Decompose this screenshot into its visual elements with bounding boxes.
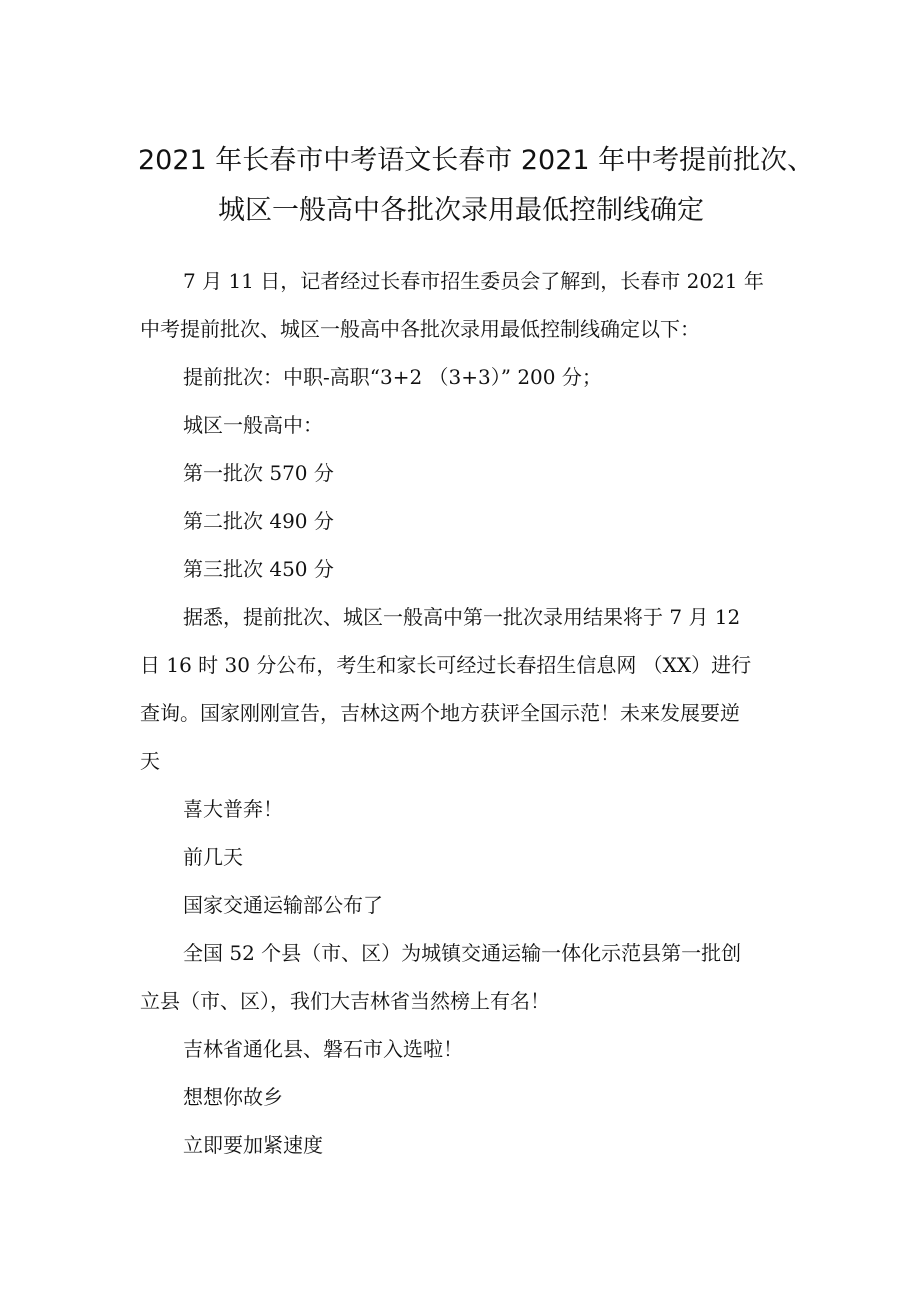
paragraph-results-announcement [140, 593, 783, 785]
paragraph-good-news: 喜大普奔！ [183, 797, 283, 821]
paragraph-line: 中考提前批次、城区一般高中各批次录用最低控制线确定以下： [140, 317, 700, 341]
paragraph-line: 查询。国家刚刚宣告，吉林这两个地方获评全国示范！未来发展要逆 [140, 701, 740, 725]
paragraph-intro [140, 257, 783, 353]
paragraph-first-batch: 第一批次 570 分 [183, 461, 334, 485]
paragraph-early-batch: 提前批次：中职-高职“3+2 （3+3）” 200 分； [183, 365, 602, 389]
paragraph-second-batch: 第二批次 490 分 [183, 509, 334, 533]
paragraph-line: 7 月 11 日，记者经过长春市招生委员会了解到，长春市 2021 年 [183, 269, 764, 293]
paragraph-few-days-ago: 前几天 [183, 845, 243, 869]
paragraph-demonstration-counties [140, 929, 783, 1025]
document-title [138, 136, 815, 236]
paragraph-line: 全国 52 个县（市、区）为城镇交通运输一体化示范县第一批创 [183, 941, 742, 965]
paragraph-third-batch: 第三批次 450 分 [183, 557, 334, 581]
paragraph-speed-up: 立即要加紧速度 [183, 1133, 323, 1157]
paragraph-line: 天 [140, 749, 160, 773]
document-body [140, 257, 783, 1169]
paragraph-line: 日 16 时 30 分公布，考生和家长可经过长春招生信息网 （XX）进行 [140, 653, 752, 677]
paragraph-line: 据悉，提前批次、城区一般高中第一批次录用结果将于 7 月 12 [183, 605, 741, 629]
title-line: 2021 年长春市中考语文长春市 2021 年中考提前批次、 [138, 145, 815, 177]
paragraph-think-hometown: 想想你故乡 [183, 1085, 283, 1109]
paragraph-city-general-high-school: 城区一般高中： [183, 413, 323, 437]
paragraph-ministry-announced: 国家交通运输部公布了 [183, 893, 383, 917]
title-line: 城区一般高中各批次录用最低控制线确定 [218, 195, 704, 227]
paragraph-line: 立县（市、区），我们大吉林省当然榜上有名！ [140, 989, 550, 1013]
paragraph-selected-places: 吉林省通化县、磐石市入选啦！ [183, 1037, 463, 1061]
